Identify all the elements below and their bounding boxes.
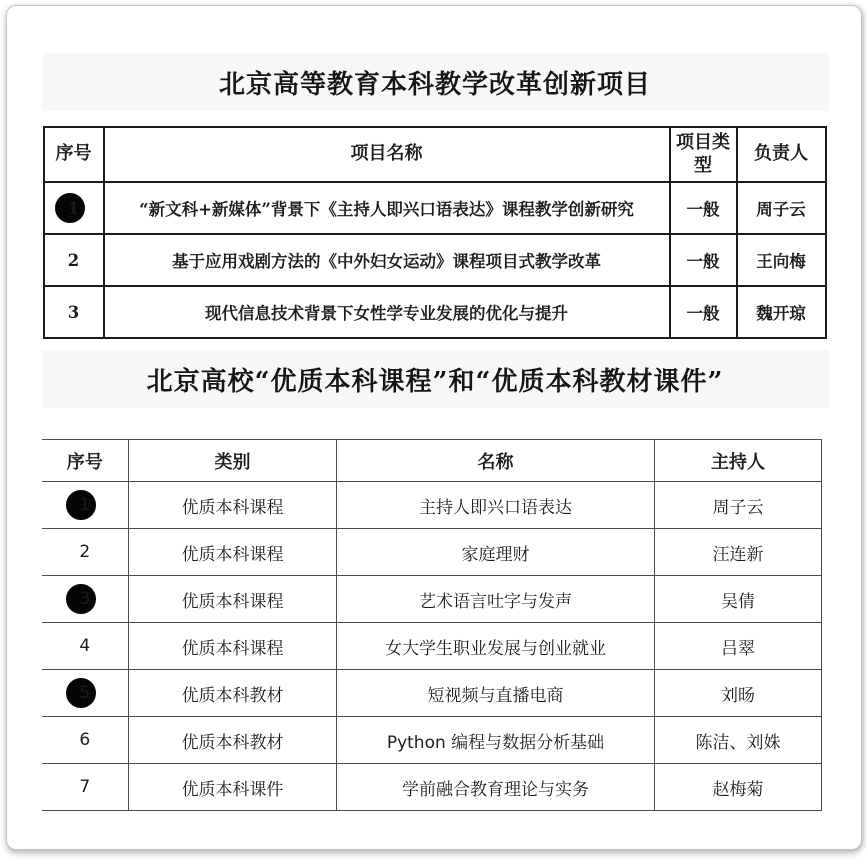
course-category-cell: 优质本科教材 xyxy=(129,670,337,717)
course-host-cell: 吕翠 xyxy=(655,623,822,670)
row-number-cell xyxy=(42,764,129,811)
quality-courses-table-header xyxy=(42,440,822,482)
course-host-cell: 陈洁、刘姝 xyxy=(655,717,822,764)
row-number-cell xyxy=(42,717,129,764)
row-number: 6 xyxy=(79,730,91,750)
column-header-leader: 负责人 xyxy=(737,127,826,182)
section1-title: 北京高等教育本科教学改革创新项目 xyxy=(42,53,829,111)
course-host-cell: 汪连新 xyxy=(655,529,822,576)
row-number-cell xyxy=(44,234,104,286)
column-header-no: 序号 xyxy=(42,440,129,482)
reform-projects-table-header xyxy=(44,127,826,182)
table-row xyxy=(42,623,822,670)
course-host-cell: 吴倩 xyxy=(655,576,822,623)
course-name-cell: 主持人即兴口语表达 xyxy=(337,482,655,529)
course-category-cell: 优质本科课程 xyxy=(129,576,337,623)
project-leader-cell: 周子云 xyxy=(737,182,826,234)
project-name-cell: 现代信息技术背景下女性学专业发展的优化与提升 xyxy=(104,286,670,338)
course-name-cell: 学前融合教育理论与实务 xyxy=(337,764,655,811)
row-number-cell xyxy=(42,623,129,670)
row-number-cell xyxy=(42,482,129,529)
table-row xyxy=(42,717,822,764)
project-type-cell: 一般 xyxy=(670,182,737,234)
course-category-cell: 优质本科教材 xyxy=(129,717,337,764)
course-category-cell: 优质本科课程 xyxy=(129,623,337,670)
row-number-cell xyxy=(44,182,104,234)
project-type-cell: 一般 xyxy=(670,286,737,338)
quality-courses-table-body xyxy=(42,482,822,811)
course-host-cell: 周子云 xyxy=(655,482,822,529)
header-row xyxy=(44,127,826,182)
table-row xyxy=(44,234,826,286)
row-number-cell xyxy=(42,576,129,623)
column-header-type: 项目类型 xyxy=(670,127,737,182)
course-name-cell: Python 编程与数据分析基础 xyxy=(337,717,655,764)
row-number: 7 xyxy=(79,777,91,797)
table-row xyxy=(42,670,822,717)
course-category-cell: 优质本科课件 xyxy=(129,764,337,811)
column-header-no: 序号 xyxy=(44,127,104,182)
row-number: 1 xyxy=(67,198,80,218)
course-name-cell: 女大学生职业发展与创业就业 xyxy=(337,623,655,670)
row-number-cell xyxy=(44,286,104,338)
reform-projects-table xyxy=(43,126,827,339)
course-category-cell: 优质本科课程 xyxy=(129,482,337,529)
header-row xyxy=(42,440,822,482)
course-name-cell: 艺术语言吐字与发声 xyxy=(337,576,655,623)
column-header-name: 项目名称 xyxy=(104,127,670,182)
project-name-cell: 基于应用戏剧方法的《中外妇女运动》课程项目式教学改革 xyxy=(104,234,670,286)
column-header-category: 类别 xyxy=(129,440,337,482)
course-host-cell: 刘旸 xyxy=(655,670,822,717)
course-category-cell: 优质本科课程 xyxy=(129,529,337,576)
table-row xyxy=(44,286,826,338)
row-number: 5 xyxy=(79,683,91,703)
table-row xyxy=(42,482,822,529)
document-page xyxy=(6,5,862,850)
row-number: 3 xyxy=(79,589,91,609)
row-number-cell xyxy=(42,529,129,576)
reform-projects-table-body xyxy=(44,182,826,338)
column-header-host: 主持人 xyxy=(655,440,822,482)
project-type-cell: 一般 xyxy=(670,234,737,286)
course-name-cell: 短视频与直播电商 xyxy=(337,670,655,717)
row-number: 4 xyxy=(79,636,91,656)
row-number: 2 xyxy=(79,542,91,562)
row-number: 2 xyxy=(67,250,80,270)
course-name-cell: 家庭理财 xyxy=(337,529,655,576)
table-row xyxy=(42,576,822,623)
section2-title: 北京高校“优质本科课程”和“优质本科教材课件” xyxy=(42,350,829,408)
table-row xyxy=(42,764,822,811)
table-row xyxy=(44,182,826,234)
table-row xyxy=(42,529,822,576)
course-host-cell: 赵梅菊 xyxy=(655,764,822,811)
project-leader-cell: 魏开琼 xyxy=(737,286,826,338)
row-number: 3 xyxy=(67,302,80,322)
quality-courses-table xyxy=(42,439,823,811)
column-header-name: 名称 xyxy=(337,440,655,482)
row-number-cell xyxy=(42,670,129,717)
row-number: 1 xyxy=(79,495,91,515)
project-name-cell: “新文科+新媒体”背景下《主持人即兴口语表达》课程教学创新研究 xyxy=(104,182,670,234)
project-leader-cell: 王向梅 xyxy=(737,234,826,286)
